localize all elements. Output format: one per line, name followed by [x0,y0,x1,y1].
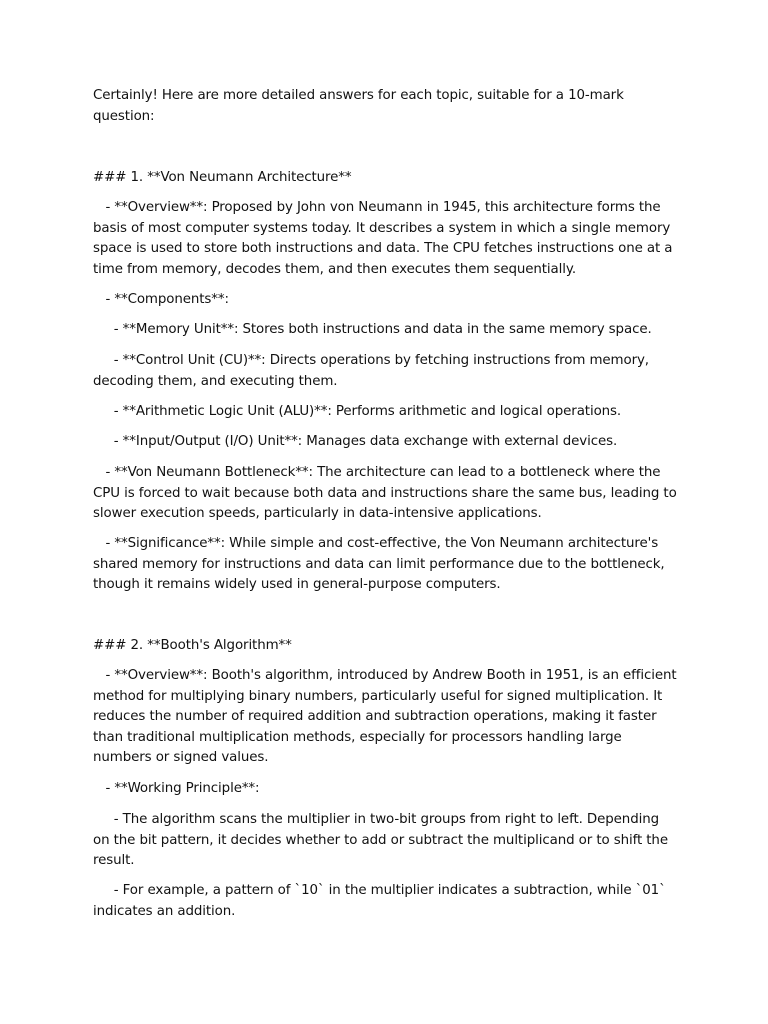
booth-working-example: - For example, a pattern of `10` in the multiplier indicates a subtraction, while `01` indicates an addition. [93,883,670,919]
von-neumann-bottleneck: - **Von Neumann Bottleneck**: The architecture can lead to a bottleneck where the CPU is forced to wait because both data and instructions share the same bus, leading to slower execution speeds, particularly in data-intensive applications. [93,465,681,522]
component-io-unit: - **Input/Output (I/O) Unit**: Manages data exchange with external devices. [93,434,618,449]
section-heading-von-neumann: ### 1. **Von Neumann Architecture** [93,170,352,185]
booth-working-principle-label: - **Working Principle**: [93,781,260,796]
section-heading-booth: ### 2. **Booth's Algorithm** [93,638,292,653]
intro-paragraph: Certainly! Here are more detailed answers for each topic, suitable for a 10-mark question: [93,88,628,124]
component-alu: - **Arithmetic Logic Unit (ALU)**: Performs arithmetic and logical operations. [93,404,622,419]
von-neumann-overview: - **Overview**: Proposed by John von Neumann in 1945, this architecture forms the basis of most computer systems today. It describes a system in which a single memory space is used to store both instructions and data. The CPU fetches instructions one at a time from memory, decodes them, and then executes them sequentially. [93,200,677,277]
component-control-unit: - **Control Unit (CU)**: Directs operations by fetching instructions from memory, decoding them, and executing them. [93,353,654,389]
booth-working-scan: - The algorithm scans the multiplier in two-bit groups from right to left. Depending on the bit pattern, it decides whether to add or subtract the multiplicand or to shift the result. [93,812,673,869]
component-memory-unit: - **Memory Unit**: Stores both instructions and data in the same memory space. [93,322,652,337]
von-neumann-components-label: - **Components**: [93,292,229,307]
von-neumann-significance: - **Significance**: While simple and cost-effective, the Von Neumann architecture's shared memory for instructions and data can limit performance due to the bottleneck, though it remains widely used in general-purpose computers. [93,536,669,593]
booth-overview: - **Overview**: Booth's algorithm, introduced by Andrew Booth in 1951, is an efficient method for multiplying binary numbers, particularly useful for signed multiplication. It reduces the number of required addition and subtraction operations, making it faster than traditional multiplication methods, especially for processors handling large numbers or signed values. [93,668,681,766]
